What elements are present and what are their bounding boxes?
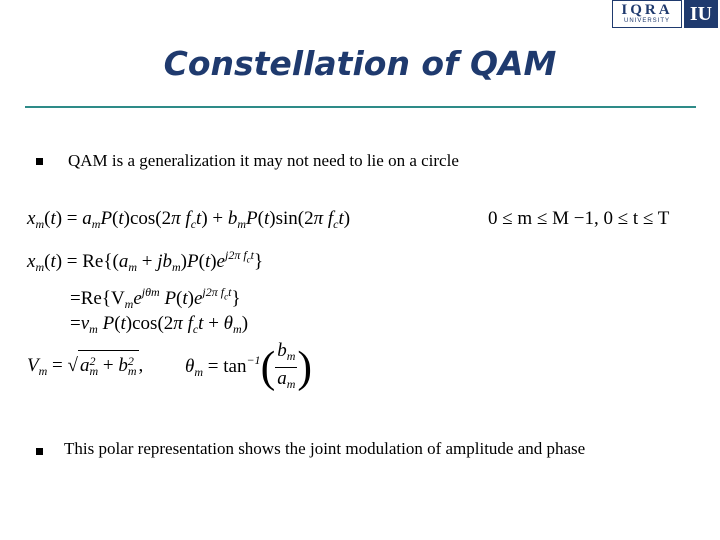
equation-range: 0 ≤ m ≤ M −1, 0 ≤ t ≤ T (488, 208, 670, 229)
logo-main-text: IQRA (621, 2, 673, 18)
equation-complex-form: $x_m(t) = Re\{(a_m + jb_m)P(t)e^{j2\pi f_ct}\}$ (27, 248, 264, 274)
equation-polar-form: $=Re\{V_me^{j\theta m}$ $P(t)e^{j2\pi f_ct}$} (70, 285, 241, 311)
equation-magnitude: $V_m$ = √ $a^2_m + b^2_m$ , (27, 350, 143, 382)
equation-separator: , (138, 355, 144, 376)
logo-wordmark (612, 0, 682, 28)
slide-title: Constellation of QAM (163, 44, 557, 83)
title-divider (25, 106, 696, 108)
equation-qam-signal: $x_m(t) = a_mP(t)\cos(2\pi$ $f_ct) + b_mP(t)\sin(2\pi$ $f_ct$) (27, 208, 351, 231)
logo-mark: IU (684, 0, 718, 28)
bullet-text-2: This polar representation shows the joint modulation of amplitude and phase (64, 439, 586, 458)
equation-phase: $\theta_m = \tan^{-1}$( $\frac{b_m}{a_m}$ ) (185, 340, 313, 392)
equation-cosine-form: $=v_m$ P(t)cos(2π $f_ct + \theta_m$) (70, 313, 249, 336)
bullet-marker-1 (36, 158, 43, 165)
bullet-marker-2 (36, 448, 43, 455)
iqra-university-logo (612, 0, 718, 30)
bullet-text-1: QAM is a generalization it may not need to lie on a circle (68, 151, 459, 170)
logo-sub-text: UNIVERSITY (623, 18, 670, 24)
